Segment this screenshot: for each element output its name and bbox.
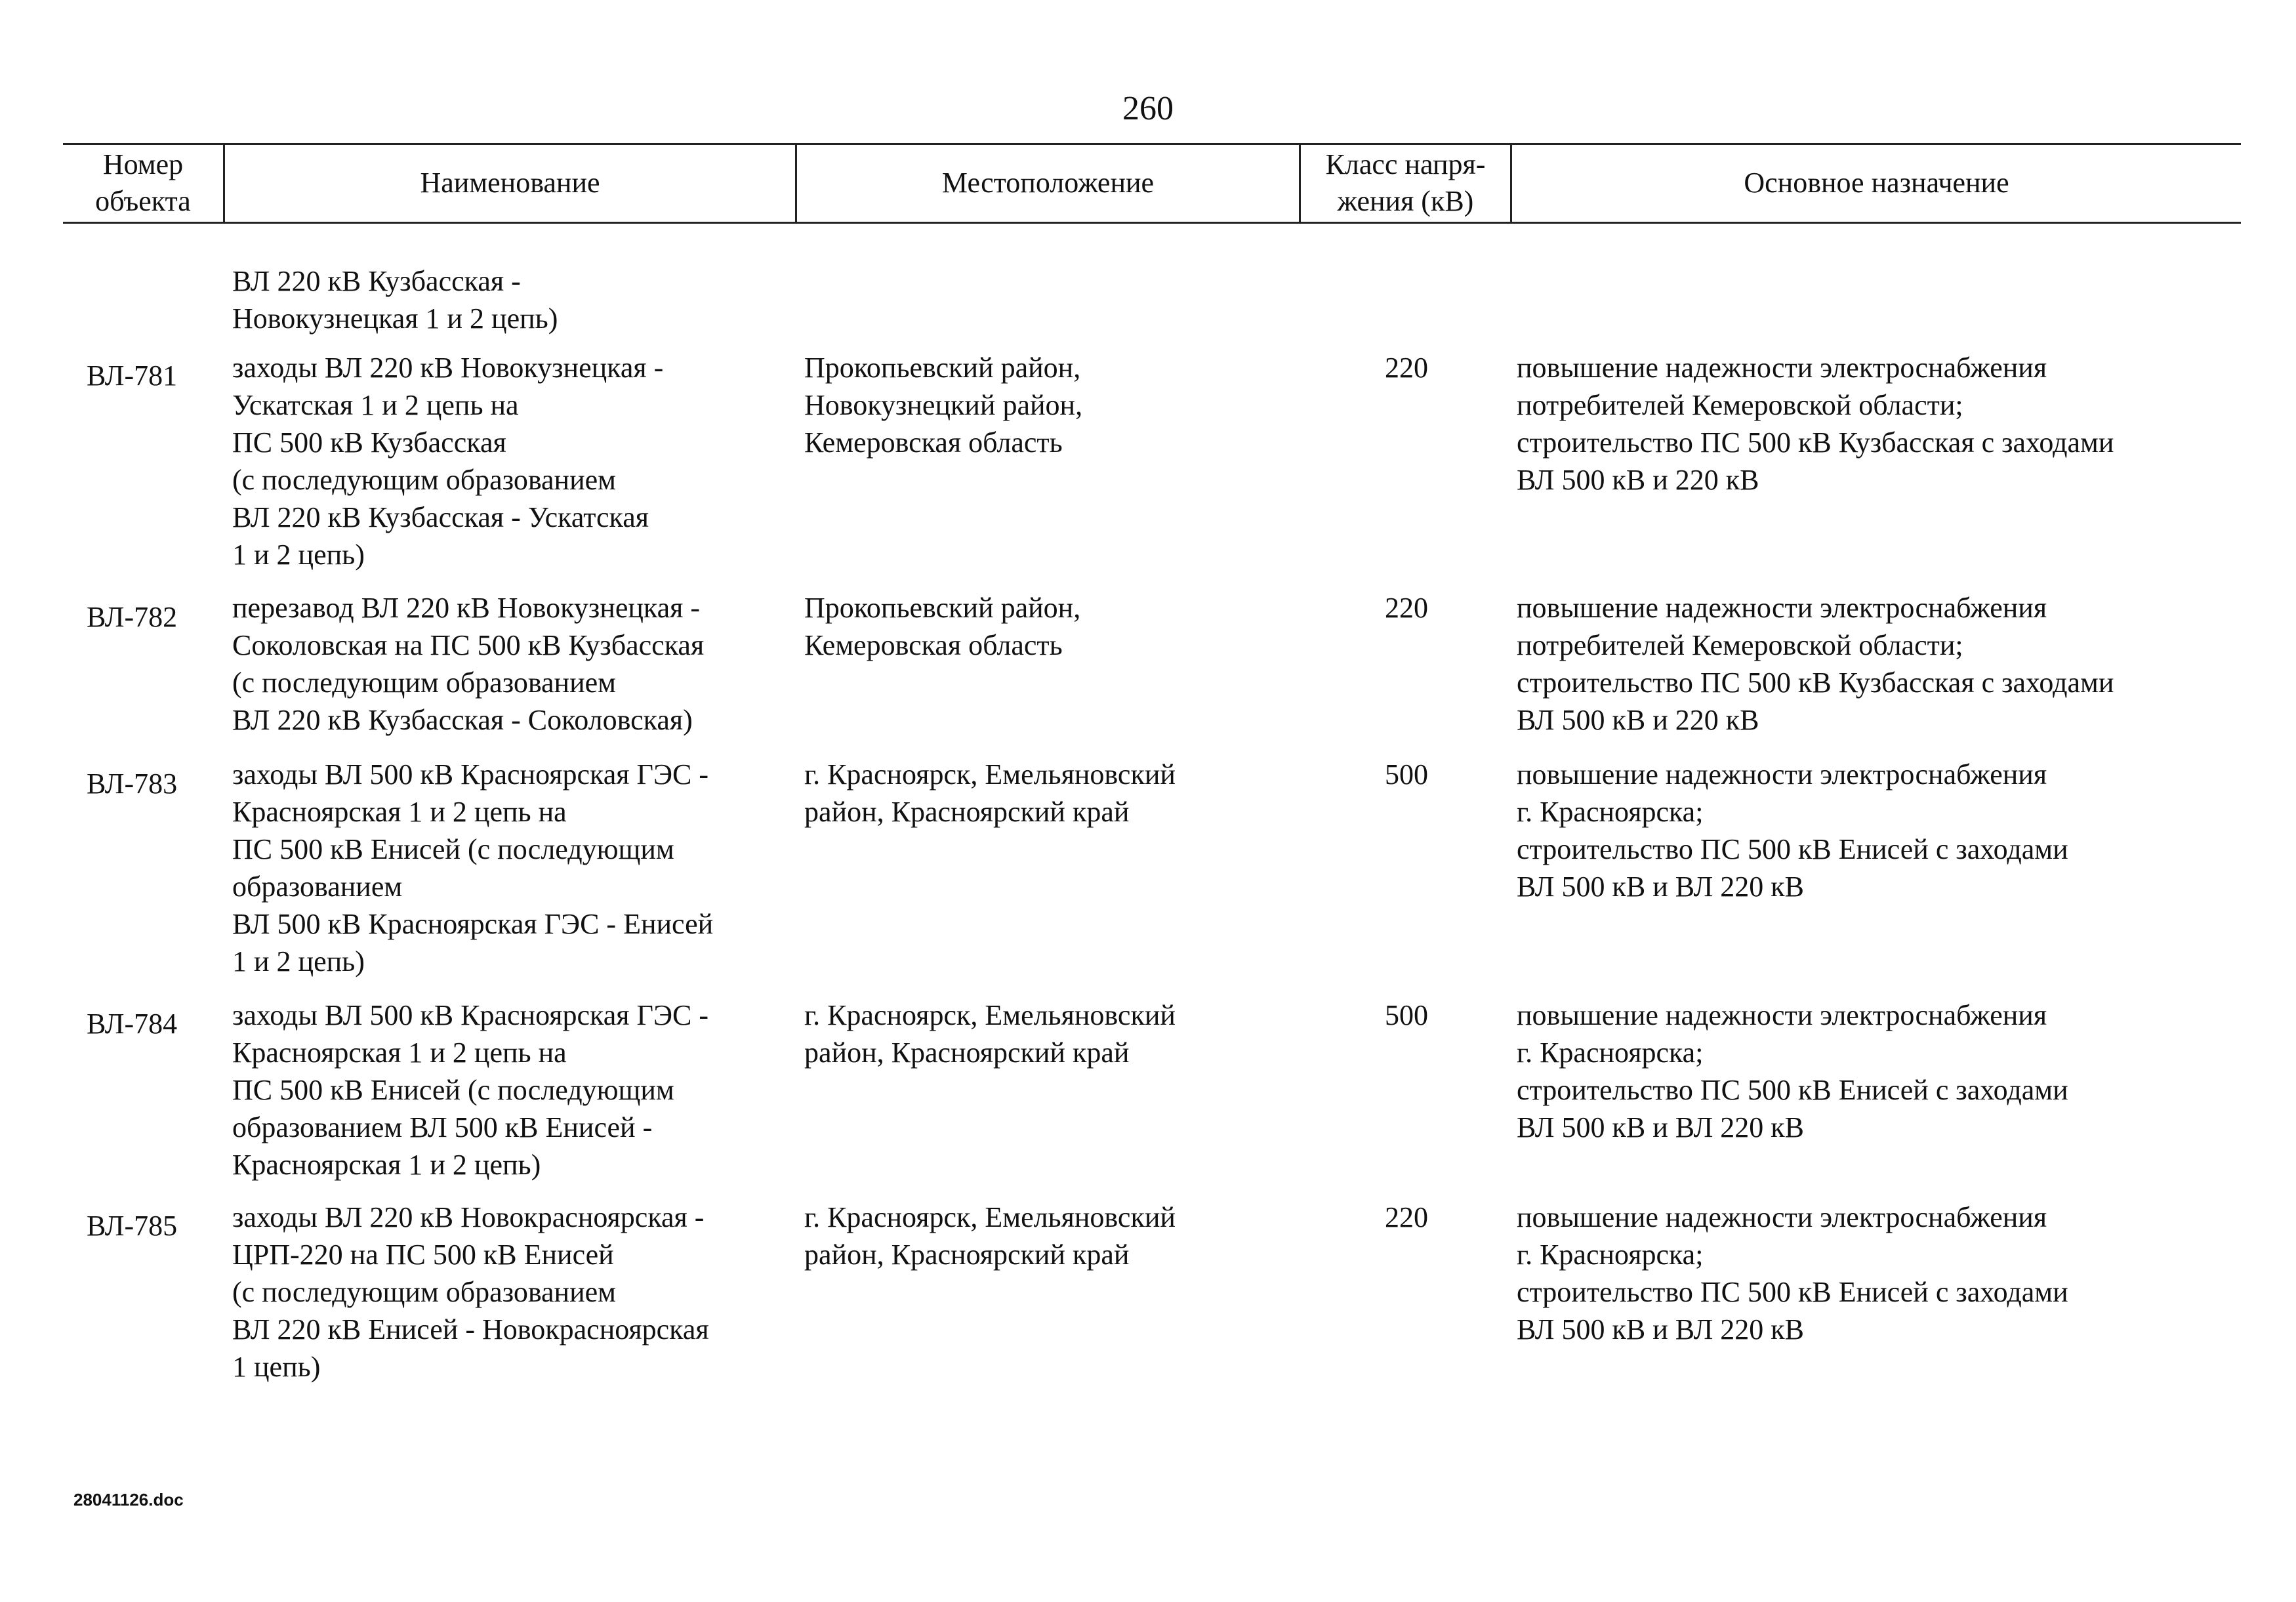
row-name: перезавод ВЛ 220 кВ Новокузнецкая - Соколовская на ПС 500 кВ Кузбасская (с последующим образованием ВЛ 220 кВ Кузбасская - Соколовская) [232,592,705,736]
row-purpose: повышение надежности электроснабжения г. Красноярска; строительство ПС 500 кВ Енисей с заходами ВЛ 500 кВ и ВЛ 220 кВ [1517,1201,2068,1345]
row-purpose: повышение надежности электроснабжения г. Красноярска; строительство ПС 500 кВ Енисей с заходами ВЛ 500 кВ и ВЛ 220 кВ [1517,758,2068,903]
row-number: ВЛ-785 [87,1210,178,1242]
row-purpose: повышение надежности электроснабжения потребителей Кемеровской области; строительство ПС 500 кВ Кузбасская с заходами ВЛ 500 кВ и 220 кВ [1517,592,2114,736]
row-voltage: 500 [1385,758,1428,791]
row-location: г. Красноярск, Емельяновский район, Красноярский край [804,758,1176,828]
row-purpose: повышение надежности электроснабжения г. Красноярска; строительство ПС 500 кВ Енисей с заходами ВЛ 500 кВ и ВЛ 220 кВ [1517,999,2068,1143]
continuation-name: ВЛ 220 кВ Кузбасская - Новокузнецкая 1 и 2 цепь) [232,265,558,335]
header-voltage: Класс напря- жения (кВ) [1325,148,1486,217]
row-name: заходы ВЛ 220 кВ Новокузнецкая - Ускатская 1 и 2 цепь на ПС 500 кВ Кузбасская (с последующим образованием ВЛ 220 кВ Кузбасская - Ускатская 1 и 2 цепь) [232,352,664,571]
header-purpose: Основное назначение [1744,167,2009,199]
row-name: заходы ВЛ 500 кВ Красноярская ГЭС - Красноярская 1 и 2 цепь на ПС 500 кВ Енисей (с последующим образованием ВЛ 500 кВ Красноярская ГЭС - Енисей 1 и 2 цепь) [232,758,714,977]
header-bottom-rule [63,222,2241,224]
row-voltage: 220 [1385,352,1428,384]
row-name: заходы ВЛ 500 кВ Красноярская ГЭС - Красноярская 1 и 2 цепь на ПС 500 кВ Енисей (с последующим образованием ВЛ 500 кВ Енисей - Красноярская 1 и 2 цепь) [232,999,708,1181]
row-location: Прокопьевский район, Новокузнецкий район, Кемеровская область [804,352,1083,459]
row-purpose: повышение надежности электроснабжения потребителей Кемеровской области; строительство ПС 500 кВ Кузбасская с заходами ВЛ 500 кВ и 220 кВ [1517,352,2114,496]
row-name: заходы ВЛ 220 кВ Новокрасноярская - ЦРП-220 на ПС 500 кВ Енисей (с последующим образованием ВЛ 220 кВ Енисей - Новокрасноярская 1 цепь) [232,1201,709,1383]
row-voltage: 500 [1385,999,1428,1031]
row-voltage: 220 [1385,592,1428,624]
header-location: Местоположение [941,167,1155,199]
document-filename: 28041126.doc [73,1490,184,1510]
row-location: Прокопьевский район, Кемеровская область [804,592,1081,661]
header-number: Номер объекта [95,148,191,217]
page-number: 260 [1122,90,1174,127]
header-name: Наименование [420,167,600,199]
row-number: ВЛ-782 [87,601,178,633]
row-number: ВЛ-784 [87,1008,178,1040]
row-location: г. Красноярск, Емельяновский район, Красноярский край [804,1201,1176,1271]
row-number: ВЛ-783 [87,768,178,800]
row-voltage: 220 [1385,1201,1428,1233]
row-location: г. Красноярск, Емельяновский район, Красноярский край [804,999,1176,1069]
row-number: ВЛ-781 [87,359,178,392]
